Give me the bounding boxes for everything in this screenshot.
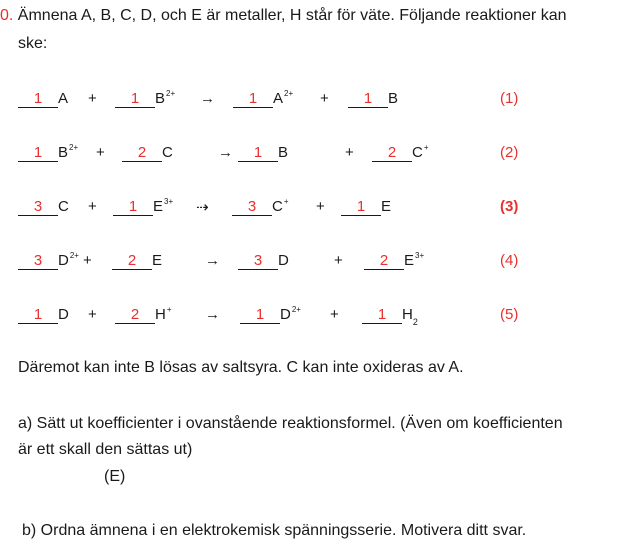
plus-sign: + bbox=[88, 306, 97, 323]
product-2 bbox=[341, 198, 391, 216]
species: C bbox=[412, 144, 423, 161]
reaction-arrow: ⇢ bbox=[196, 199, 209, 216]
question-line-2: ske: bbox=[18, 35, 48, 52]
product-1 bbox=[238, 144, 288, 162]
product-2 bbox=[348, 90, 398, 108]
species: B bbox=[278, 144, 289, 161]
reactant-2 bbox=[113, 198, 173, 216]
species: E bbox=[153, 198, 164, 215]
species: H bbox=[402, 306, 413, 323]
charge: 2+ bbox=[291, 305, 301, 314]
plus-sign: + bbox=[96, 144, 105, 161]
coefficient: 1 bbox=[130, 90, 140, 107]
equation-number: (5) bbox=[500, 306, 519, 323]
species: D bbox=[58, 306, 69, 323]
equation-number: (2) bbox=[500, 144, 519, 161]
equation-number: (4) bbox=[500, 252, 519, 269]
coefficient-blank bbox=[240, 306, 280, 324]
reaction-row bbox=[0, 88, 641, 112]
plus-sign: + bbox=[334, 252, 343, 269]
charge: + bbox=[423, 143, 429, 152]
coefficient: 1 bbox=[363, 90, 373, 107]
question-intro: Ämnena A, B, C, D, och E är metaller, H står för väte. Följande reaktioner kan bbox=[17, 7, 567, 24]
reaction-row bbox=[0, 196, 641, 220]
charge: 3+ bbox=[415, 251, 425, 260]
part-a-line-1: a) Sätt ut koefficienter i ovanstående reaktionsformel. (Även om koefficienten bbox=[18, 415, 563, 432]
charge: 3+ bbox=[164, 197, 174, 206]
species: B bbox=[388, 90, 399, 107]
coefficient-blank bbox=[122, 144, 162, 162]
coefficient: 1 bbox=[33, 144, 43, 161]
charge: 2+ bbox=[166, 89, 176, 98]
product-2 bbox=[362, 306, 418, 327]
coefficient-blank bbox=[348, 90, 388, 108]
coefficient-blank bbox=[232, 198, 272, 216]
reactant-1 bbox=[18, 90, 68, 108]
coefficient-blank bbox=[18, 90, 58, 108]
coefficient: 3 bbox=[253, 252, 263, 269]
product-2 bbox=[372, 144, 429, 162]
reaction-row bbox=[0, 142, 641, 166]
coefficient: 1 bbox=[356, 198, 366, 215]
species: C bbox=[162, 144, 173, 161]
species: D bbox=[278, 252, 289, 269]
coefficient-blank bbox=[341, 198, 381, 216]
product-1 bbox=[232, 198, 289, 216]
product-2 bbox=[364, 252, 424, 270]
species: E bbox=[404, 252, 415, 269]
reactant-1 bbox=[18, 144, 78, 162]
coefficient-blank bbox=[113, 198, 153, 216]
subscript: 2 bbox=[412, 317, 418, 327]
question-line-1 bbox=[0, 6, 567, 26]
reactant-2 bbox=[112, 252, 162, 270]
charge: + bbox=[283, 197, 289, 206]
plus-sign: + bbox=[320, 90, 329, 107]
part-a-points: (E) bbox=[104, 468, 126, 485]
question-number: 0. bbox=[0, 7, 14, 24]
coefficient: 3 bbox=[33, 198, 43, 215]
species: D bbox=[58, 252, 69, 269]
coefficient-blank bbox=[18, 198, 58, 216]
coefficient-blank bbox=[112, 252, 152, 270]
plus-sign: + bbox=[316, 198, 325, 215]
species: C bbox=[272, 198, 283, 215]
coefficient-blank bbox=[238, 144, 278, 162]
coefficient: 1 bbox=[33, 90, 43, 107]
coefficient-blank bbox=[18, 306, 58, 324]
coefficient-blank bbox=[372, 144, 412, 162]
coefficient: 1 bbox=[255, 306, 265, 323]
plus-sign: + bbox=[330, 306, 339, 323]
coefficient: 1 bbox=[128, 198, 138, 215]
reactant-2 bbox=[122, 144, 173, 162]
coefficient: 2 bbox=[127, 252, 137, 269]
product-1 bbox=[240, 306, 301, 324]
species: B bbox=[58, 144, 69, 161]
species: E bbox=[381, 198, 392, 215]
reaction-row bbox=[0, 304, 641, 328]
plus-sign: + bbox=[88, 198, 97, 215]
part-b-text: b) Ordna ämnena i en elektrokemisk spänningsserie. Motivera ditt svar. bbox=[22, 522, 527, 539]
coefficient-blank bbox=[233, 90, 273, 108]
coefficient-blank bbox=[115, 306, 155, 324]
species: A bbox=[273, 90, 284, 107]
charge: + bbox=[166, 305, 172, 314]
coefficient: 2 bbox=[379, 252, 389, 269]
species: A bbox=[58, 90, 69, 107]
reaction-arrow: → bbox=[205, 252, 220, 269]
coefficient: 2 bbox=[387, 144, 397, 161]
reactant-1 bbox=[18, 252, 79, 270]
reaction-arrow: → bbox=[200, 90, 215, 107]
charge: 2+ bbox=[69, 143, 79, 152]
coefficient: 1 bbox=[33, 306, 43, 323]
coefficient-blank bbox=[238, 252, 278, 270]
coefficient: 1 bbox=[377, 306, 387, 323]
coefficient-blank bbox=[18, 252, 58, 270]
coefficient: 3 bbox=[247, 198, 257, 215]
species: B bbox=[155, 90, 166, 107]
plus-sign: + bbox=[83, 252, 92, 269]
reactant-2 bbox=[115, 306, 172, 324]
species: C bbox=[58, 198, 69, 215]
coefficient-blank bbox=[18, 144, 58, 162]
coefficient: 2 bbox=[137, 144, 147, 161]
part-a-line-2: är ett skall den sättas ut) bbox=[18, 441, 193, 458]
coefficient-blank bbox=[362, 306, 402, 324]
species: H bbox=[155, 306, 166, 323]
reactant-2 bbox=[115, 90, 175, 108]
coefficient-blank bbox=[115, 90, 155, 108]
plus-sign: + bbox=[88, 90, 97, 107]
reactant-1 bbox=[18, 198, 69, 216]
reaction-row bbox=[0, 250, 641, 274]
product-1 bbox=[233, 90, 293, 108]
charge: 2+ bbox=[284, 89, 294, 98]
coefficient-blank bbox=[364, 252, 404, 270]
statement-text: Däremot kan inte B lösas av saltsyra. C kan inte oxideras av A. bbox=[18, 359, 464, 376]
equation-number: (1) bbox=[500, 90, 519, 107]
reactant-1 bbox=[18, 306, 69, 324]
reaction-arrow: → bbox=[218, 144, 233, 161]
product-1 bbox=[238, 252, 289, 270]
plus-sign: + bbox=[345, 144, 354, 161]
species: E bbox=[152, 252, 163, 269]
coefficient: 1 bbox=[253, 144, 263, 161]
reaction-arrow: → bbox=[205, 306, 220, 323]
coefficient: 3 bbox=[33, 252, 43, 269]
equation-number: (3) bbox=[500, 198, 519, 215]
coefficient: 2 bbox=[130, 306, 140, 323]
species: D bbox=[280, 306, 291, 323]
coefficient: 1 bbox=[248, 90, 258, 107]
charge: 2+ bbox=[69, 251, 79, 260]
